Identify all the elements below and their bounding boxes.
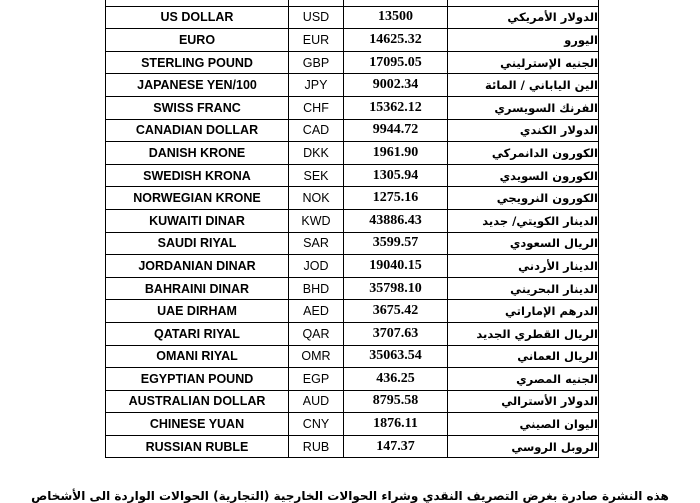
currency-code: JPY	[289, 74, 344, 97]
exchange-rate: 9944.72	[344, 119, 448, 142]
table-row	[106, 277, 599, 300]
currency-name-ar: الدولار الأسترالي	[448, 390, 599, 413]
currency-name-ar: الريال السعودي	[448, 232, 599, 255]
currency-name-ar: الدولار الكندي	[448, 119, 599, 142]
currency-name-en: JAPANESE YEN/100	[106, 74, 289, 97]
currency-name-ar: الكورون النرويجي	[448, 187, 599, 210]
exchange-rate: 17095.05	[344, 51, 448, 74]
currency-name-ar: الكورون السويدي	[448, 164, 599, 187]
currency-code: AED	[289, 300, 344, 323]
table-row	[106, 300, 599, 323]
currency-name-ar: الريال العماني	[448, 345, 599, 368]
currency-name-en: DANISH KRONE	[106, 142, 289, 165]
currency-code: SAR	[289, 232, 344, 255]
currency-name-ar: الدينار الأردني	[448, 255, 599, 278]
currency-name-ar: الريال القطري الجديد	[448, 322, 599, 345]
currency-code: OMR	[289, 345, 344, 368]
table-row	[106, 142, 599, 165]
exchange-rate: 3707.63	[344, 322, 448, 345]
exchange-rate: 13500	[344, 6, 448, 29]
currency-code: CNY	[289, 413, 344, 436]
currency-code: RUB	[289, 435, 344, 458]
currency-code: CAD	[289, 119, 344, 142]
exchange-rate: 19040.15	[344, 255, 448, 278]
exchange-rate: 15362.12	[344, 96, 448, 119]
exchange-rate: 8795.58	[344, 390, 448, 413]
table-row	[106, 413, 599, 436]
exchange-rate: 1876.11	[344, 413, 448, 436]
currency-name-ar: اليورو	[448, 29, 599, 52]
currency-name-en: UAE DIRHAM	[106, 300, 289, 323]
currency-name-en: AUSTRALIAN DOLLAR	[106, 390, 289, 413]
currency-name-en: RUSSIAN RUBLE	[106, 435, 289, 458]
exchange-rates-table	[105, 0, 599, 458]
footer-note: هذه النشرة صادرة بغرض التصريف النقدي وشراء الحوالات الخارجية (التجارية) الحوالات الواردة الى الأشخاص	[31, 489, 669, 503]
currency-name-en: STERLING POUND	[106, 51, 289, 74]
table-row	[106, 255, 599, 278]
currency-name-ar: الجنيه الإسترليني	[448, 51, 599, 74]
currency-name-ar: الين الياباني / المائة	[448, 74, 599, 97]
exchange-rate: 147.37	[344, 435, 448, 458]
exchange-rate: 1275.16	[344, 187, 448, 210]
table-row	[106, 345, 599, 368]
currency-name-ar: الدينار البحريني	[448, 277, 599, 300]
currency-name-en: OMANI RIYAL	[106, 345, 289, 368]
table-row	[106, 187, 599, 210]
table-row	[106, 29, 599, 52]
table-row	[106, 119, 599, 142]
currency-code: CHF	[289, 96, 344, 119]
currency-name-en: CHINESE YUAN	[106, 413, 289, 436]
currency-name-en: SWISS FRANC	[106, 96, 289, 119]
table-row	[106, 6, 599, 29]
currency-name-ar: الدينار الكويتي/ جديد	[448, 209, 599, 232]
table-row	[106, 74, 599, 97]
exchange-rate: 1961.90	[344, 142, 448, 165]
table-row	[106, 96, 599, 119]
currency-name-ar: الروبل الروسي	[448, 435, 599, 458]
exchange-rate: 14625.32	[344, 29, 448, 52]
currency-name-en: JORDANIAN DINAR	[106, 255, 289, 278]
table-row	[106, 322, 599, 345]
table-row	[106, 232, 599, 255]
exchange-rate: 1305.94	[344, 164, 448, 187]
table-row	[106, 209, 599, 232]
currency-code: EUR	[289, 29, 344, 52]
currency-name-en: CANADIAN DOLLAR	[106, 119, 289, 142]
exchange-rate: 9002.34	[344, 74, 448, 97]
exchange-rate: 3675.42	[344, 300, 448, 323]
exchange-rate: 436.25	[344, 368, 448, 391]
currency-code: BHD	[289, 277, 344, 300]
currency-code: GBP	[289, 51, 344, 74]
currency-code: AUD	[289, 390, 344, 413]
currency-name-ar: الكورون الدانمركي	[448, 142, 599, 165]
currency-code: EGP	[289, 368, 344, 391]
currency-code: KWD	[289, 209, 344, 232]
currency-name-en: NORWEGIAN KRONE	[106, 187, 289, 210]
table-row	[106, 164, 599, 187]
currency-code: QAR	[289, 322, 344, 345]
table-row	[106, 435, 599, 458]
currency-name-en: BAHRAINI DINAR	[106, 277, 289, 300]
table-row	[106, 390, 599, 413]
currency-name-ar: اليوان الصيني	[448, 413, 599, 436]
exchange-rates-table-body	[106, 0, 599, 458]
currency-name-ar: الجنيه المصري	[448, 368, 599, 391]
currency-name-ar: الدولار الأمريكي	[448, 6, 599, 29]
exchange-rate: 35063.54	[344, 345, 448, 368]
currency-name-ar: الفرنك السويسري	[448, 96, 599, 119]
currency-code: SEK	[289, 164, 344, 187]
currency-name-en: QATARI RIYAL	[106, 322, 289, 345]
table-row	[106, 51, 599, 74]
currency-code: NOK	[289, 187, 344, 210]
currency-code: DKK	[289, 142, 344, 165]
currency-name-en: SAUDI RIYAL	[106, 232, 289, 255]
table-row	[106, 368, 599, 391]
currency-name-en: KUWAITI DINAR	[106, 209, 289, 232]
currency-name-ar: الدرهم الإماراتي	[448, 300, 599, 323]
currency-code: JOD	[289, 255, 344, 278]
exchange-rate: 43886.43	[344, 209, 448, 232]
currency-code: USD	[289, 6, 344, 29]
currency-name-en: EURO	[106, 29, 289, 52]
exchange-rate: 35798.10	[344, 277, 448, 300]
currency-name-en: SWEDISH KRONA	[106, 164, 289, 187]
currency-name-en: EGYPTIAN POUND	[106, 368, 289, 391]
currency-name-en: US DOLLAR	[106, 6, 289, 29]
exchange-rate: 3599.57	[344, 232, 448, 255]
